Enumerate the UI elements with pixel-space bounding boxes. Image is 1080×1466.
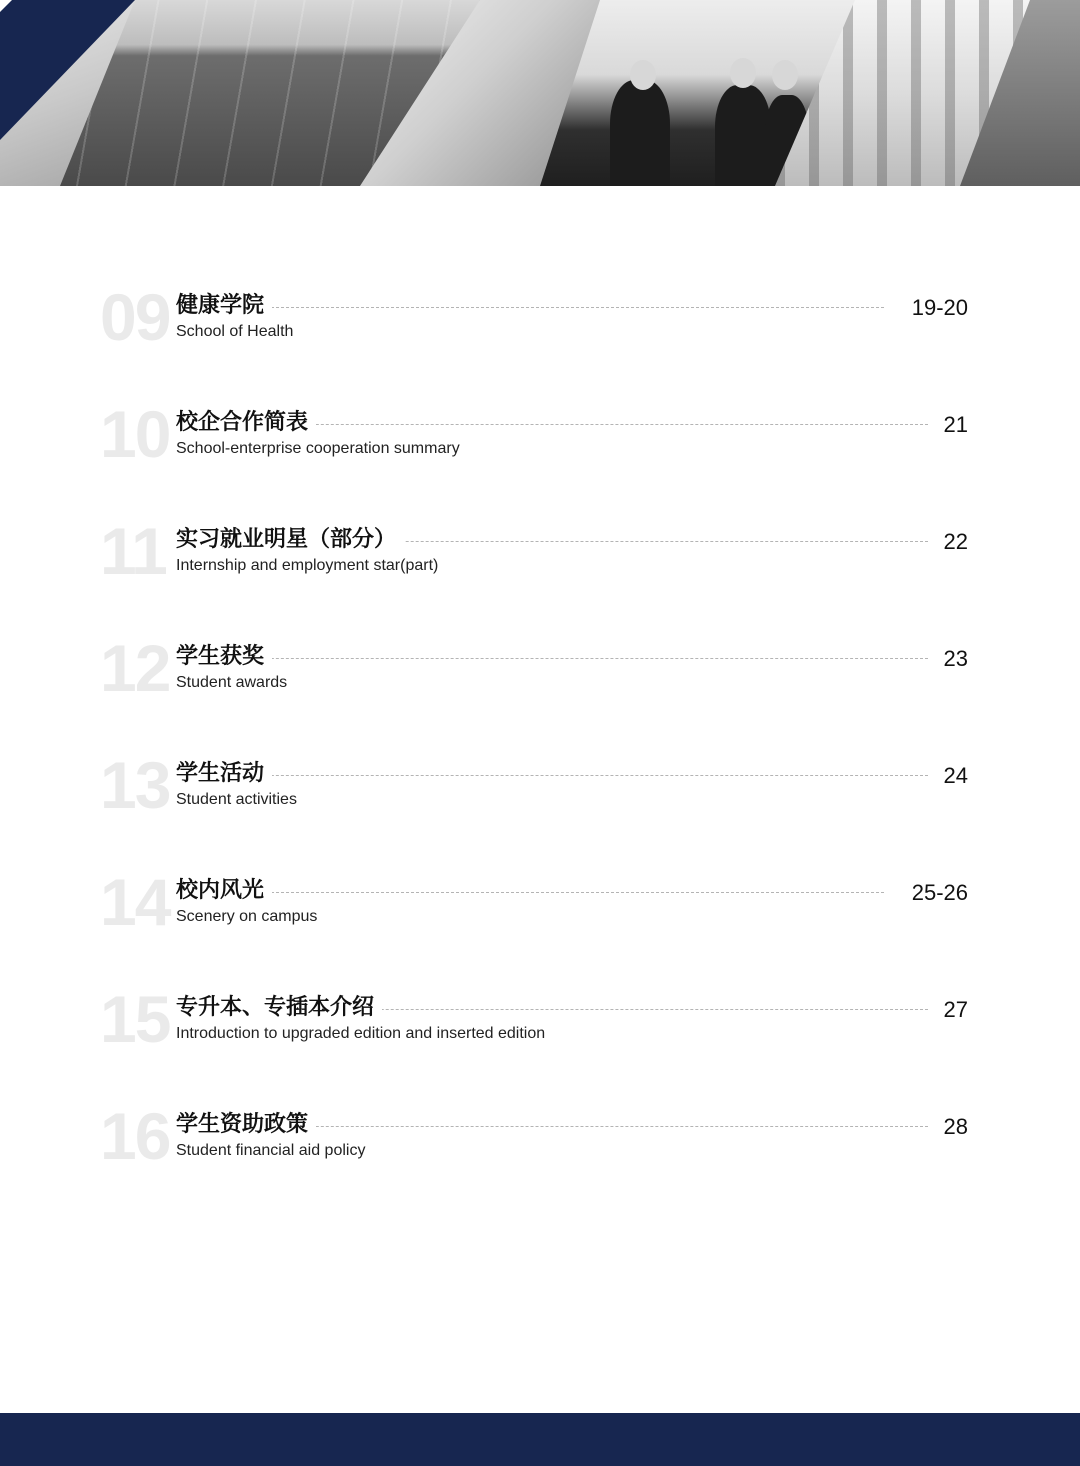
entry-subtitle: Internship and employment star(part) [176, 557, 439, 574]
entry-number: 09 [100, 280, 170, 354]
toc-entry[interactable] [0, 748, 1080, 842]
dotted-leader-line [176, 658, 928, 659]
entry-number: 11 [100, 514, 166, 588]
entry-subtitle: School-enterprise cooperation summary [176, 440, 460, 457]
entry-title: 校企合作简表 [176, 412, 316, 434]
dotted-leader-line [176, 892, 884, 893]
entry-number: 14 [100, 865, 170, 939]
graduate-figure [715, 85, 771, 186]
entry-title: 健康学院 [176, 295, 272, 317]
entry-subtitle: Scenery on campus [176, 908, 318, 925]
entry-subtitle: Student awards [176, 674, 288, 691]
entry-page-number: 23 [934, 648, 968, 670]
toc-entry[interactable] [0, 1099, 1080, 1193]
entry-number: 16 [100, 1099, 170, 1173]
entry-title: 专升本、专插本介绍 [176, 997, 382, 1019]
entry-page-number: 24 [934, 765, 968, 787]
graduate-head [772, 60, 798, 90]
entry-subtitle: Student financial aid policy [176, 1142, 366, 1159]
dotted-leader-line [176, 307, 884, 308]
entry-number: 10 [100, 397, 170, 471]
entry-page-number: 25-26 [902, 882, 968, 904]
entry-title: 校内风光 [176, 880, 272, 902]
entry-number: 15 [100, 982, 170, 1056]
entry-title: 学生活动 [176, 763, 272, 785]
entry-number: 13 [100, 748, 170, 822]
entry-page-number: 19-20 [902, 297, 968, 319]
entry-page-number: 21 [934, 414, 968, 436]
toc-entry[interactable] [0, 865, 1080, 959]
toc-entry[interactable] [0, 397, 1080, 491]
dotted-leader-line [176, 775, 928, 776]
entry-title: 实习就业明星（部分） [176, 529, 404, 551]
entry-page-number: 28 [934, 1116, 968, 1138]
entry-subtitle: Introduction to upgraded edition and inserted edition [176, 1025, 546, 1042]
graduate-head [630, 60, 656, 90]
entry-title: 学生资助政策 [176, 1114, 316, 1136]
toc-entry[interactable] [0, 631, 1080, 725]
entry-title: 学生获奖 [176, 646, 272, 668]
toc-entry[interactable] [0, 514, 1080, 608]
toc-entry[interactable] [0, 982, 1080, 1076]
toc-entry[interactable] [0, 280, 1080, 374]
header-photo-collage [0, 0, 1080, 186]
entry-page-number: 27 [934, 999, 968, 1021]
graduate-head [730, 58, 756, 88]
entry-page-number: 22 [934, 531, 968, 553]
footer-bar [0, 1413, 1080, 1466]
entry-subtitle: School of Health [176, 323, 294, 340]
entry-subtitle: Student activities [176, 791, 297, 808]
entry-number: 12 [100, 631, 170, 705]
graduate-figure [610, 80, 670, 186]
